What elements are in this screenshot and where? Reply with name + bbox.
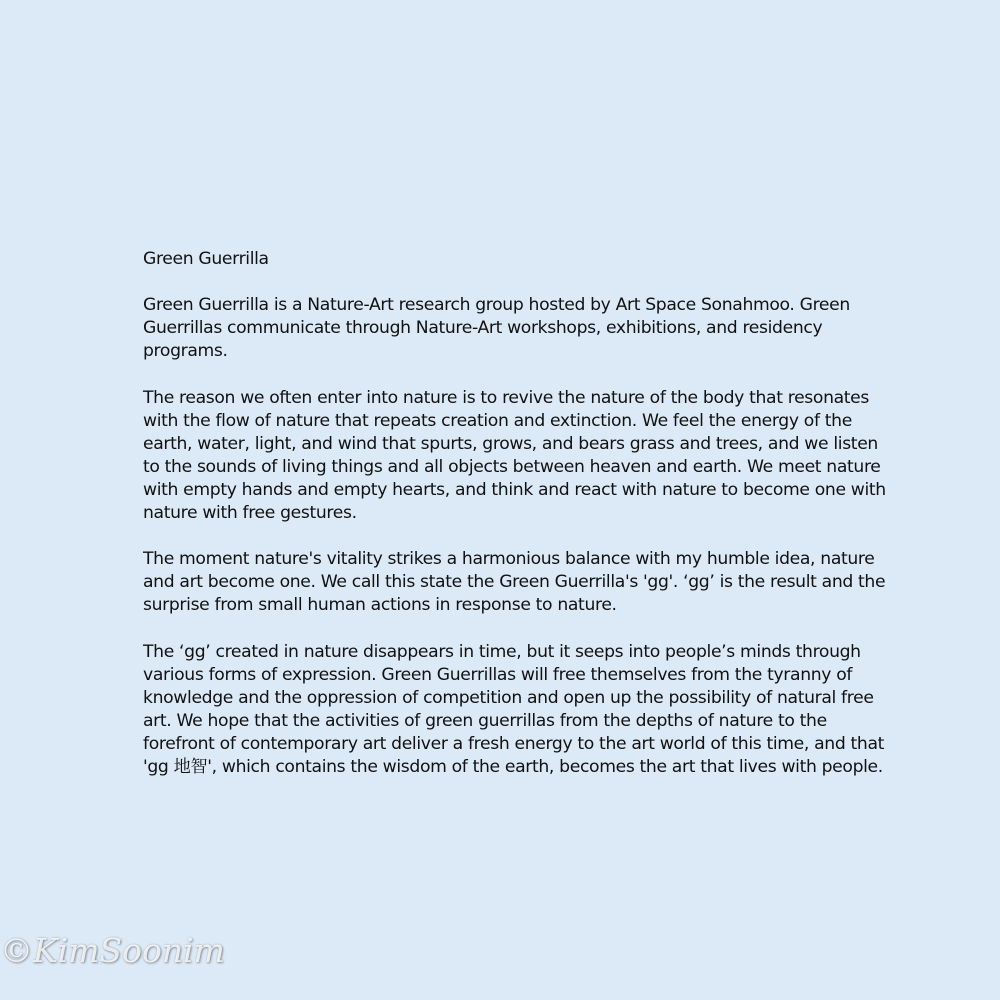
text-document	[143, 248, 888, 802]
paragraph-gg-definition: The moment nature's vitality strikes a harmonious balance with my humble idea, nature and art become one. We call this state the Green Guerrilla's 'gg'. ‘gg’ is the result and the surprise from small human actions in response to nature.	[143, 549, 886, 616]
document-title: Green Guerrilla	[143, 249, 269, 269]
paragraph-intro: Green Guerrilla is a Nature-Art research group hosted by Art Space Sonahmoo. Green Guerrillas communicate through Nature-Art workshops, exhibitions, and residency programs.	[143, 295, 850, 362]
paragraph-nature-reason: The reason we often enter into nature is to revive the nature of the body that resonates with the flow of nature that repeats creation and extinction. We feel the energy of the earth, water, light, and wind that spurts, grows, and bears grass and trees, and we listen to the sounds of living things and all objects between heaven and earth. We meet nature with empty hands and empty hearts, and think and react with nature to become one with nature with free gestures.	[143, 387, 886, 524]
paragraph-gg-vision: The ‘gg’ created in nature disappears in time, but it seeps into people’s minds through various forms of expression. Green Guerrillas will free themselves from the tyranny of knowledge and the oppression of competition and open up the possibility of natural free art. We hope that the activities of green guerrillas from the depths of nature to the forefront of contemporary art deliver a fresh energy to the art world of this time, and that 'gg 地智', which contains the wisdom of the earth, becomes the art that lives with people.	[143, 641, 885, 778]
copyright-watermark: ©KimSoonim	[0, 931, 225, 970]
